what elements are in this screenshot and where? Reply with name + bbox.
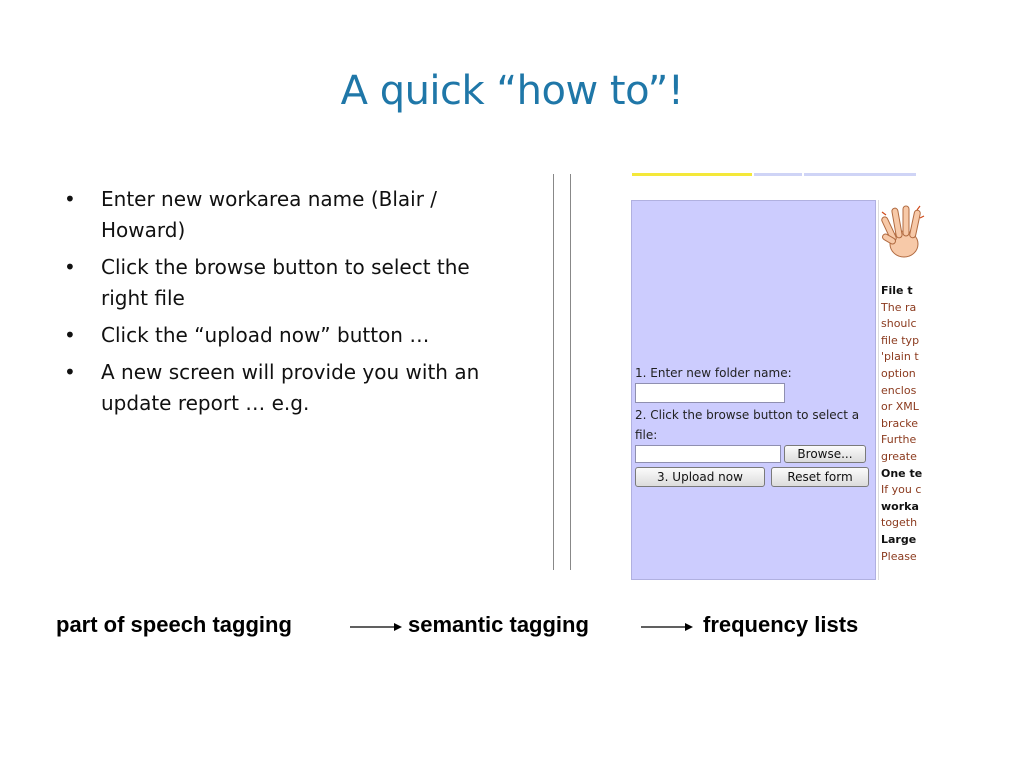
help-text-line: worka bbox=[881, 499, 919, 513]
help-text-line: greate bbox=[881, 450, 917, 463]
help-text-line: The ra bbox=[881, 300, 917, 314]
reset-form-button[interactable]: Reset form bbox=[771, 467, 869, 487]
slide-title: A quick “how to”! bbox=[340, 68, 684, 114]
upload-now-button[interactable]: 3. Upload now bbox=[635, 467, 765, 487]
bullet-dot: • bbox=[64, 360, 76, 384]
bullet-dot: • bbox=[64, 323, 76, 347]
folder-name-input[interactable] bbox=[635, 383, 785, 403]
help-text-line: If you c bbox=[881, 483, 922, 497]
waving-hand-icon bbox=[880, 202, 926, 264]
browse-instruction-label-cont: file: bbox=[635, 428, 658, 442]
help-text-line: file typ bbox=[881, 333, 920, 347]
pipeline-step-semantic-tagging: semantic tagging bbox=[408, 612, 589, 637]
help-text-line: File t bbox=[881, 284, 913, 297]
browse-instruction-label: 2. Click the browse button to select a bbox=[635, 408, 860, 422]
arrow-right-icon bbox=[350, 622, 402, 632]
bullet-text: A new screen will provide you with an update report … e.g. bbox=[101, 360, 480, 415]
divider-line bbox=[553, 174, 554, 570]
help-text-line: Please bbox=[881, 549, 917, 563]
tab-strip bbox=[630, 173, 916, 176]
folder-name-label: 1. Enter new folder name: bbox=[635, 366, 792, 380]
bullet-item bbox=[64, 184, 504, 246]
bullet-item bbox=[64, 252, 504, 314]
divider-line bbox=[570, 174, 571, 570]
help-text-line: or XML bbox=[881, 400, 919, 414]
bullet-list bbox=[64, 184, 504, 425]
browse-button[interactable]: Browse... bbox=[784, 445, 866, 463]
upload-form-panel bbox=[631, 200, 876, 580]
bullet-item bbox=[64, 357, 504, 419]
help-panel bbox=[878, 200, 923, 580]
tab-inactive[interactable] bbox=[804, 173, 916, 176]
bullet-text: Click the browse button to select the right file bbox=[101, 255, 470, 310]
tab-active[interactable] bbox=[632, 173, 752, 176]
bullet-text: Click the “upload now” button … bbox=[101, 323, 430, 347]
help-text-line: Furthe bbox=[881, 433, 917, 447]
help-text-line: bracke bbox=[881, 416, 919, 430]
bullet-dot: • bbox=[64, 255, 76, 279]
help-text-line: option bbox=[881, 367, 916, 380]
bullet-dot: • bbox=[64, 187, 76, 211]
pipeline-step-pos-tagging: part of speech tagging bbox=[56, 612, 292, 637]
help-text-line: 'plain t bbox=[881, 350, 919, 364]
help-text-line: togeth bbox=[881, 516, 918, 530]
pipeline-flow bbox=[0, 612, 1024, 638]
help-text-line: enclos bbox=[881, 383, 917, 397]
arrow-right-icon bbox=[641, 622, 693, 632]
help-text-line: Large bbox=[881, 533, 917, 546]
pipeline-step-frequency-lists: frequency lists bbox=[703, 612, 859, 637]
help-text-line: shoulc bbox=[881, 317, 917, 331]
file-path-input[interactable] bbox=[635, 445, 781, 463]
bullet-text: Enter new workarea name (Blair / Howard) bbox=[101, 187, 438, 242]
bullet-item bbox=[64, 320, 504, 351]
embedded-screenshot bbox=[630, 170, 923, 570]
tab-inactive[interactable] bbox=[754, 173, 802, 176]
help-text-line: One te bbox=[881, 466, 923, 480]
